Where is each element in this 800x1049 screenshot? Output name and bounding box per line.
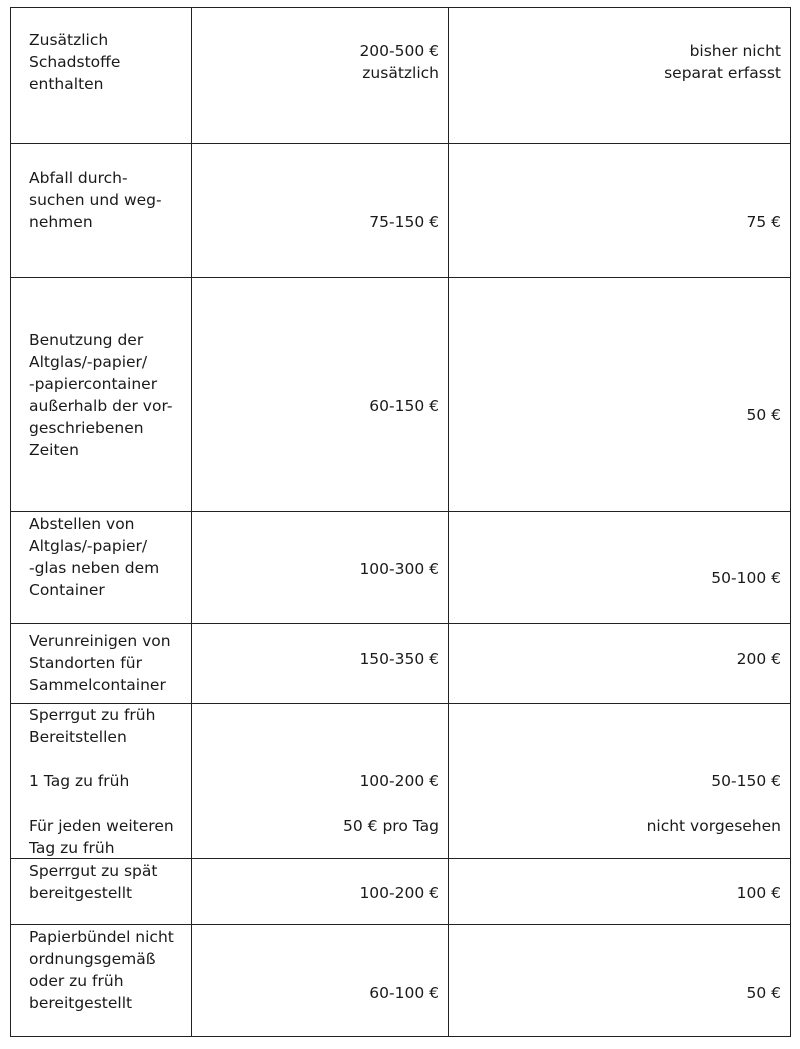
previous-fine-cell: 50-100 € — [711, 569, 781, 587]
offense-cell: Abfall durch- suchen und weg- nehmen — [29, 169, 162, 231]
table-border-right — [790, 7, 791, 1037]
fine-range-cell: 100-200 € — [359, 772, 439, 790]
offense-cell: Sperrgut zu früh Bereitstellen — [29, 706, 156, 746]
column-divider-1 — [191, 7, 192, 1037]
previous-fine-cell: bisher nicht separat erfasst — [664, 42, 781, 82]
fine-range-cell: 75-150 € — [369, 213, 439, 231]
row-divider — [10, 924, 791, 925]
column-divider-2 — [448, 7, 449, 1037]
previous-fine-cell: 100 € — [736, 884, 781, 902]
row-divider — [10, 623, 791, 624]
fine-table — [10, 7, 791, 1037]
previous-fine-cell: 50 € — [746, 984, 781, 1002]
fine-range-cell: 100-200 € — [359, 884, 439, 902]
table-border-top — [10, 7, 791, 8]
fine-range-cell: 100-300 € — [359, 560, 439, 578]
previous-fine-cell: 200 € — [736, 650, 781, 668]
fine-range-cell: 200-500 € zusätzlich — [359, 42, 439, 82]
table-border-left — [10, 7, 11, 1037]
offense-cell: Papierbündel nicht ordnungsgemäß oder zu früh bereitgestellt — [29, 928, 174, 1012]
offense-cell: Sperrgut zu spät bereitgestellt — [29, 862, 158, 902]
table-border-bottom — [10, 1036, 791, 1037]
previous-fine-cell: 75 € — [746, 213, 781, 231]
offense-cell: Zusätzlich Schadstoffe enthalten — [29, 31, 121, 93]
sub-row-label: 1 Tag zu früh — [29, 772, 130, 790]
sub-row-label: Für jeden weiteren Tag zu früh — [29, 817, 174, 857]
offense-cell: Abstellen von Altglas/-papier/ -glas neben dem Container — [29, 515, 160, 599]
fine-range-cell: 150-350 € — [359, 650, 439, 668]
fine-range-cell: 50 € pro Tag — [343, 817, 439, 835]
row-divider — [10, 277, 791, 278]
previous-fine-cell: 50 € — [746, 406, 781, 424]
previous-fine-cell: nicht vorgesehen — [646, 817, 781, 835]
fine-range-cell: 60-100 € — [369, 984, 439, 1002]
row-divider — [10, 511, 791, 512]
row-divider — [10, 143, 791, 144]
offense-cell: Verunreinigen von Standorten für Sammelcontainer — [29, 632, 171, 694]
previous-fine-cell: 50-150 € — [711, 772, 781, 790]
offense-cell: Benutzung der Altglas/-papier/ -papiercontainer außerhalb der vor- geschriebenen Zeiten — [29, 331, 173, 459]
fine-range-cell: 60-150 € — [369, 397, 439, 415]
